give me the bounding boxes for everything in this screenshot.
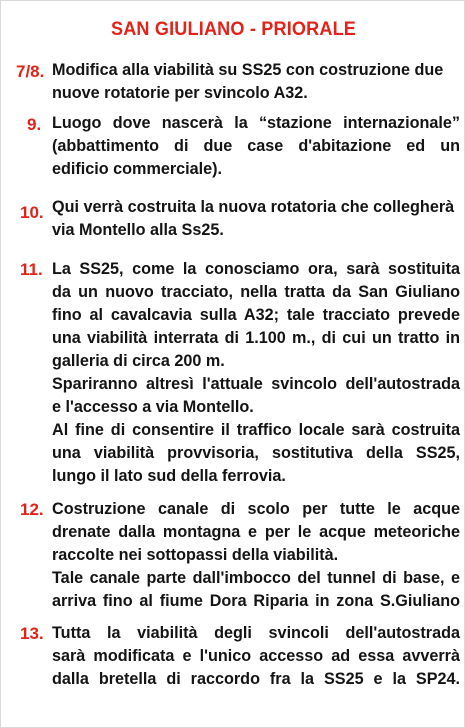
item-text-line: nuove rotatorie per svincolo A32.: [52, 84, 308, 102]
item-text-line: Tale canale parte dall'imbocco del tunnel di base, e: [52, 569, 460, 587]
item-number: 11.: [20, 260, 43, 279]
item-text-line: Modifica alla viabilità su SS25 con costruzione due: [52, 61, 444, 79]
item-text-line: La SS25, come la conosciamo ora, sarà sostituita: [52, 260, 460, 278]
item-text-line: drenate dalla montagna e per le acque meteoriche: [52, 523, 460, 541]
item-number: 7/8.: [16, 62, 45, 81]
item-text-line: via Montello alla Ss25.: [52, 221, 224, 239]
item-text-line: arriva fino al fiume Dora Riparia in zona S.Giuliano: [52, 592, 460, 610]
item-text-line: raccolte nei sottopassi della viabilità.: [52, 546, 339, 564]
item-text-line: Spariranno altresì l'attuale svincolo dell'autostrada: [52, 375, 460, 393]
item-number: 9.: [27, 115, 42, 134]
item-text-line: e l'accesso a via Montello.: [52, 398, 254, 416]
item-text-line: Qui verrà costruita la nuova rotatoria che collegherà: [52, 198, 455, 216]
item-number: 10.: [20, 203, 44, 222]
item-text-line: Luogo dove nascerà la “stazione internazionale”: [52, 114, 460, 132]
page-title: SAN GIULIANO - PRIORALE: [110, 19, 357, 40]
item-text-line: una viabilità interrata di 1.100 m., di cui un tratto in: [52, 329, 460, 347]
item-number: 12.: [20, 500, 44, 519]
item-text-line: (abbattimento di due case d'abitazione ed un: [52, 137, 460, 155]
item-text-line: dalla bretella di raccordo fra la SS25 e la SP24.: [52, 670, 460, 688]
item-text-line: Tutta la viabilità degli svincoli dell'autostrada: [52, 624, 460, 642]
item-text-line: sarà modificata e l'unico accesso ad essa avverrà: [52, 647, 460, 665]
item-text-line: Costruzione canale di scolo per tutte le acque: [52, 500, 460, 518]
item-number: 13.: [20, 624, 44, 643]
item-text-line: una viabilità provvisoria, sostitutiva della SS25,: [52, 444, 460, 462]
item-text-line: lungo il lato sud della ferrovia.: [52, 467, 286, 485]
item-text-line: fino al cavalcavia sulla A32; tale tracciato prevede: [52, 306, 460, 324]
item-text-line: edificio commerciale).: [52, 160, 223, 178]
item-text-line: Al fine di consentire il traffico locale sarà costruita: [52, 421, 460, 439]
item-text-line: da un nuovo tracciato, nella tratta da San Giuliano: [52, 283, 460, 301]
item-text-line: galleria di circa 200 m.: [52, 352, 225, 370]
